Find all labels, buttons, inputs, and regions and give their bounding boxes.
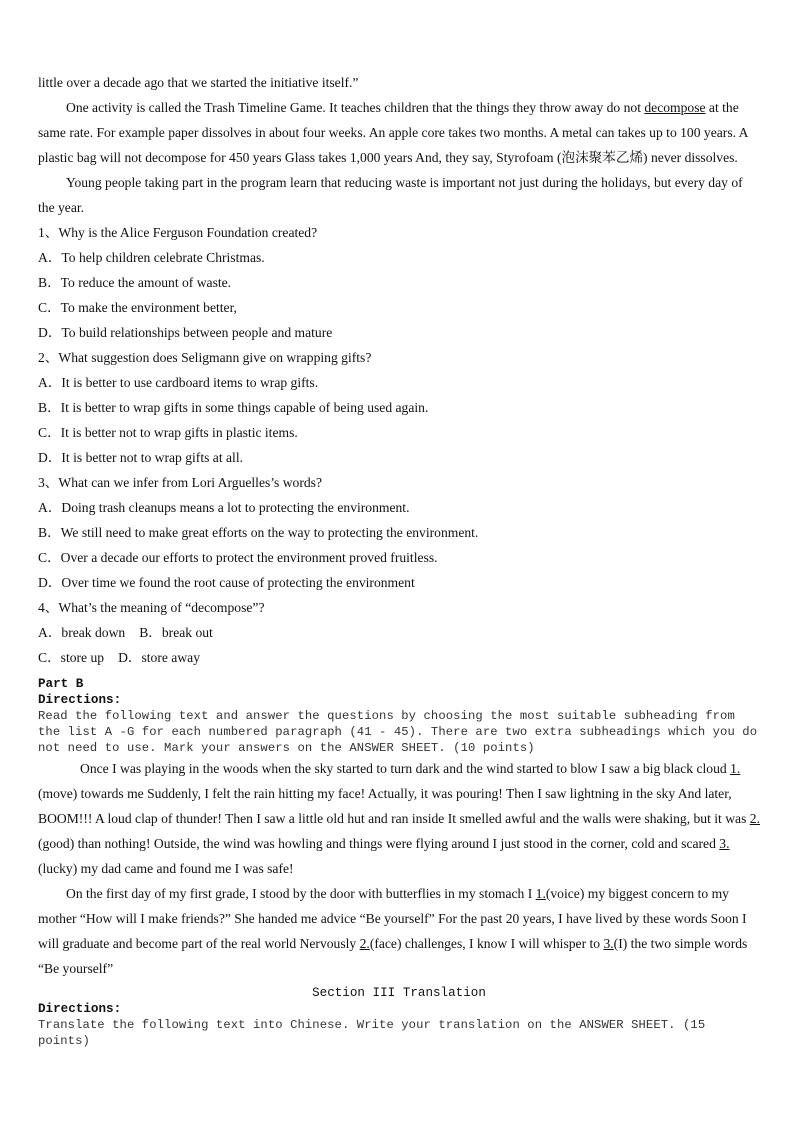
passage-paragraph-2: Young people taking part in the program learn that reducing waste is important not just during the holidays, but every day of the year. — [38, 175, 743, 215]
question-3-stem: 3、What can we infer from Lori Arguelles’s words? — [38, 475, 323, 490]
story-text: (good) than nothing! Outside, the wind was howling and things were flying around I just stood in the corner, cold and scared — [38, 836, 720, 851]
blank-1: 1. — [730, 761, 741, 776]
question-3-option-a: A．Doing trash cleanups means a lot to protecting the environment. — [38, 500, 410, 515]
question-1-stem: 1、Why is the Alice Ferguson Foundation created? — [38, 225, 318, 240]
question-4-options-row-1 — [38, 620, 760, 645]
story-text: (face) challenges, I know I will whisper to — [369, 936, 604, 951]
question-1-option-d: D．To build relationships between people and mature — [38, 325, 333, 340]
question-4-stem: 4、What’s the meaning of “decompose”? — [38, 600, 265, 615]
story-text: (move) towards me Suddenly, I felt the rain hitting my face! Actually, it was pouring! Then I saw lightning in the sky And later, BOOM!!! A loud clap of thunder! Then I saw a little old hut and ran inside It smelled awful and the walls were shaking, but it was — [38, 786, 750, 826]
passage-paragraph-0: little over a decade ago that we started the initiative itself.” — [38, 75, 359, 90]
story-text: (I) the two simple words “Be yourself” — [38, 936, 748, 976]
question-1-option-c: C．To make the environment better, — [38, 300, 237, 315]
question-2-option-d: D．It is better not to wrap gifts at all. — [38, 450, 243, 465]
part-b-title: Part B — [38, 677, 84, 691]
passage-paragraph-1 — [38, 95, 760, 170]
blank-3: 3. — [603, 936, 614, 951]
blank-2: 2. — [359, 936, 370, 951]
question-1-option-a: A．To help children celebrate Christmas. — [38, 250, 265, 265]
question-3-option-c: C．Over a decade our efforts to protect the environment proved fruitless. — [38, 550, 438, 565]
blank-1: 1. — [535, 886, 546, 901]
section-3-directions-label: Directions: — [38, 1002, 122, 1016]
blank-3: 3. — [719, 836, 730, 851]
document-page — [38, 70, 760, 1049]
passage-text: One activity is called the Trash Timeline Game. It teaches children that the things they throw away do not — [66, 100, 645, 115]
underlined-word-decompose: decompose — [644, 100, 706, 115]
story-2-paragraph — [38, 881, 760, 981]
question-2-option-a: A．It is better to use cardboard items to wrap gifts. — [38, 375, 319, 390]
question-2-option-b: B．It is better to wrap gifts in some things capable of being used again. — [38, 400, 429, 415]
question-4-options-row-2 — [38, 645, 760, 670]
story-text: On the first day of my first grade, I stood by the door with butterflies in my stomach I — [66, 886, 536, 901]
question-4-option-a: A．break down — [38, 625, 126, 640]
question-2-option-c: C．It is better not to wrap gifts in plastic items. — [38, 425, 298, 440]
story-text: Once I was playing in the woods when the sky started to turn dark and the wind started to blow I saw a big black cloud — [80, 761, 731, 776]
story-text: (voice) my biggest concern to my mother “How will I make friends?” She handed me advice “Be yourself” For the past 20 years, I have lived by these words Soon I will graduate and become part of the real world Nervously — [38, 886, 747, 951]
story-text: (lucky) my dad came and found me I was safe! — [38, 861, 294, 876]
question-2-stem: 2、What suggestion does Seligmann give on wrapping gifts? — [38, 350, 372, 365]
story-1-paragraph — [38, 756, 760, 881]
question-3-option-d: D．Over time we found the root cause of protecting the environment — [38, 575, 415, 590]
part-b-directions-text: Read the following text and answer the questions by choosing the most suitable subheading from the list A -G for each numbered paragraph (41 - 45). There are two extra subheadings which you do not need to use. Mark your answers on the ANSWER SHEET. (10 points) — [38, 709, 758, 755]
question-4-option-b: B．break out — [139, 625, 213, 640]
section-3-directions-text: Translate the following text into Chinese. Write your translation on the ANSWER SHEET. (15 points) — [38, 1018, 706, 1048]
question-1-option-b: B．To reduce the amount of waste. — [38, 275, 232, 290]
question-4-option-c: C．store up — [38, 650, 105, 665]
part-b-directions-label: Directions: — [38, 693, 122, 707]
question-3-option-b: B．We still need to make great efforts on the way to protecting the environment. — [38, 525, 479, 540]
question-4-option-d: D．store away — [118, 650, 200, 665]
blank-2: 2. — [749, 811, 760, 826]
passage-text: at the same rate. For example paper dissolves in about four weeks. An apple core takes two months. A metal can takes up to 100 years. A plastic bag will not decompose for 450 years Glass takes 1,000 years And, they say, Styrofoam (泡沫聚苯乙烯) never dissolves. — [38, 100, 748, 165]
section-3-title: Section III Translation — [312, 986, 486, 1000]
